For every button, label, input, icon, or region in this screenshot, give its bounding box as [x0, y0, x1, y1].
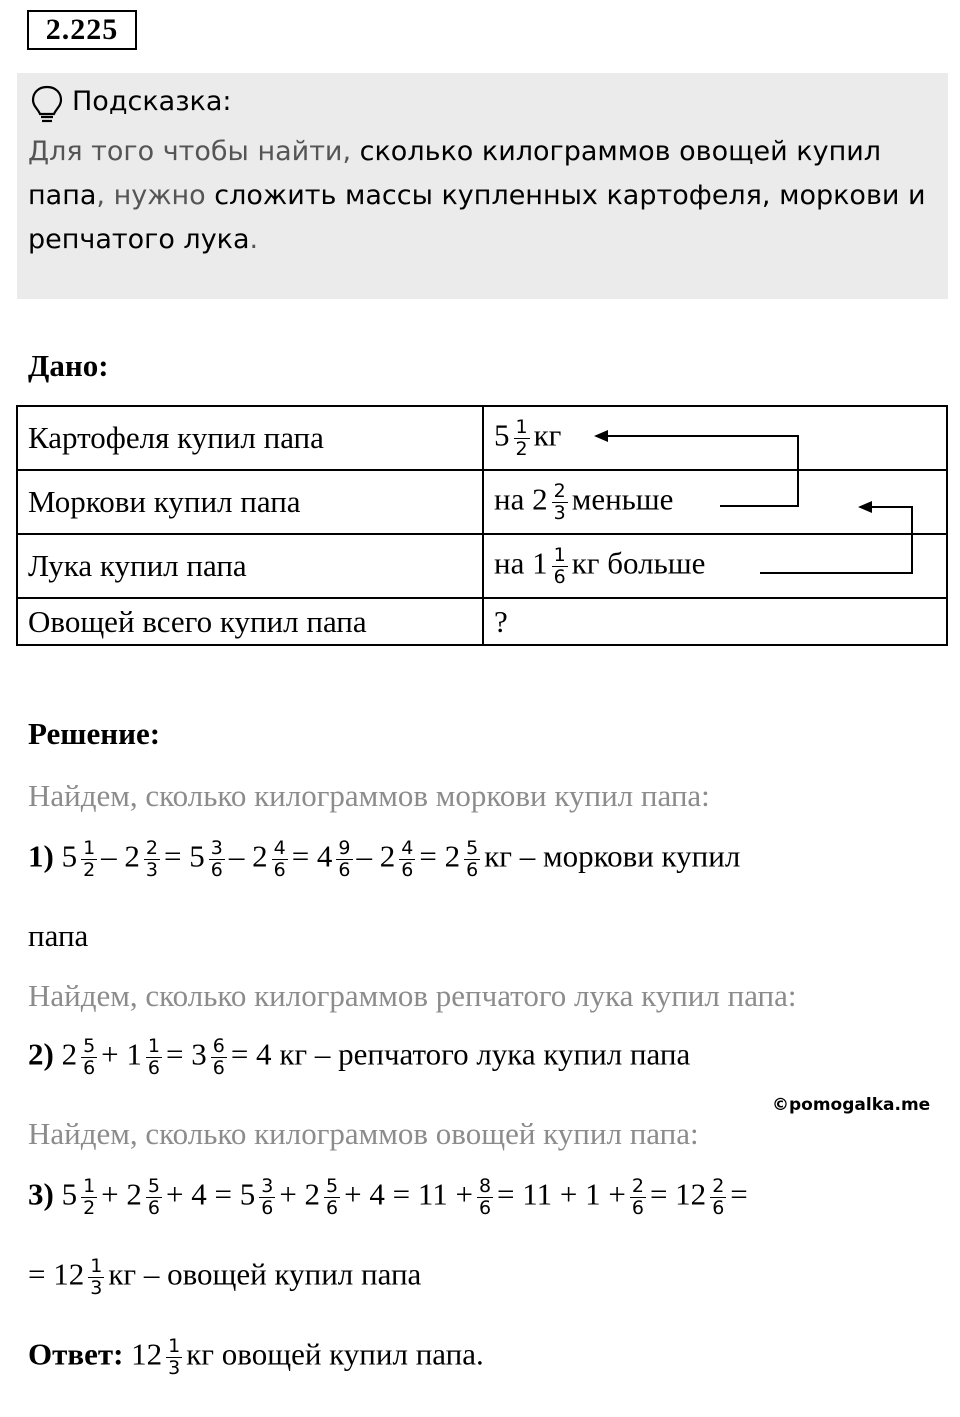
given-value: на 1 $\frac{1}{6}$ кг больше — [483, 534, 947, 598]
step3-intro: Найдем, сколько килограммов овощей купил папа: — [28, 1116, 699, 1151]
hint-line-2: папа, нужно сложить массы купленных картофеля, моркови и — [28, 180, 926, 211]
given-value: 5 $\frac{1}{2}$ кг — [483, 406, 947, 470]
given-label: Картофеля купил папа — [17, 406, 483, 470]
step1-intro: Найдем, сколько килограммов моркови купил папа: — [28, 778, 710, 813]
given-label: Овощей всего купил папа — [17, 598, 483, 645]
step3-result: = 12 $\frac{1}{3}$ кг – овощей купил папа — [28, 1255, 422, 1299]
given-value: на 2 $\frac{2}{3}$ меньше — [483, 470, 947, 534]
step3-equation: 3) 5 $\frac{1}{2}$ + 2 $\frac{5}{6}$ + 4 = 5 $\frac{3}{6}$ + 2 $\frac{5}{6}$ + 4 = 11 + $\frac{8}{6}$ = 11 + 1 + $\frac{2}{6}$ = 12 $\frac{2}{6}$ = — [28, 1175, 748, 1219]
problem-number: 2.225 — [27, 10, 137, 50]
fraction: $\frac{2}{3}$ — [553, 479, 566, 524]
given-title: Дано: — [28, 348, 109, 383]
hint-line-1: Для того чтобы найти, сколько килограммов овощей купил — [28, 136, 882, 167]
answer: Ответ: 12 $\frac{1}{3}$ кг овощей купил папа. — [28, 1335, 484, 1379]
step1-equation: 1) 5 $\frac{1}{2}$ – 2 $\frac{2}{3}$ = 5 $\frac{3}{6}$ – 2 $\frac{4}{6}$ = 4 $\frac{9}{6}$ – 2 $\frac{4}{6}$ = 2 $\frac{5}{6}$ кг – моркови купил — [28, 837, 741, 881]
relation-arrows — [0, 0, 960, 660]
step1-continued: папа — [28, 918, 89, 953]
solution-title: Решение: — [28, 716, 161, 751]
fraction: $\frac{1}{6}$ — [553, 543, 566, 588]
given-label: Лука купил папа — [17, 534, 483, 598]
step2-equation: 2) 2 $\frac{5}{6}$ + 1 $\frac{1}{6}$ = 3 $\frac{6}{6}$ = 4 кг – репчатого лука купил папа — [28, 1035, 691, 1079]
step2-intro: Найдем, сколько килограммов репчатого лука купил папа: — [28, 978, 797, 1013]
hint-line-3: репчатого лука. — [28, 224, 259, 255]
given-label: Моркови купил папа — [17, 470, 483, 534]
watermark: ©pomogalka.me — [772, 1095, 931, 1115]
fraction: $\frac{1}{2}$ — [515, 415, 528, 460]
given-value: ? — [483, 598, 947, 645]
hint-title: Подсказка: — [72, 86, 232, 117]
